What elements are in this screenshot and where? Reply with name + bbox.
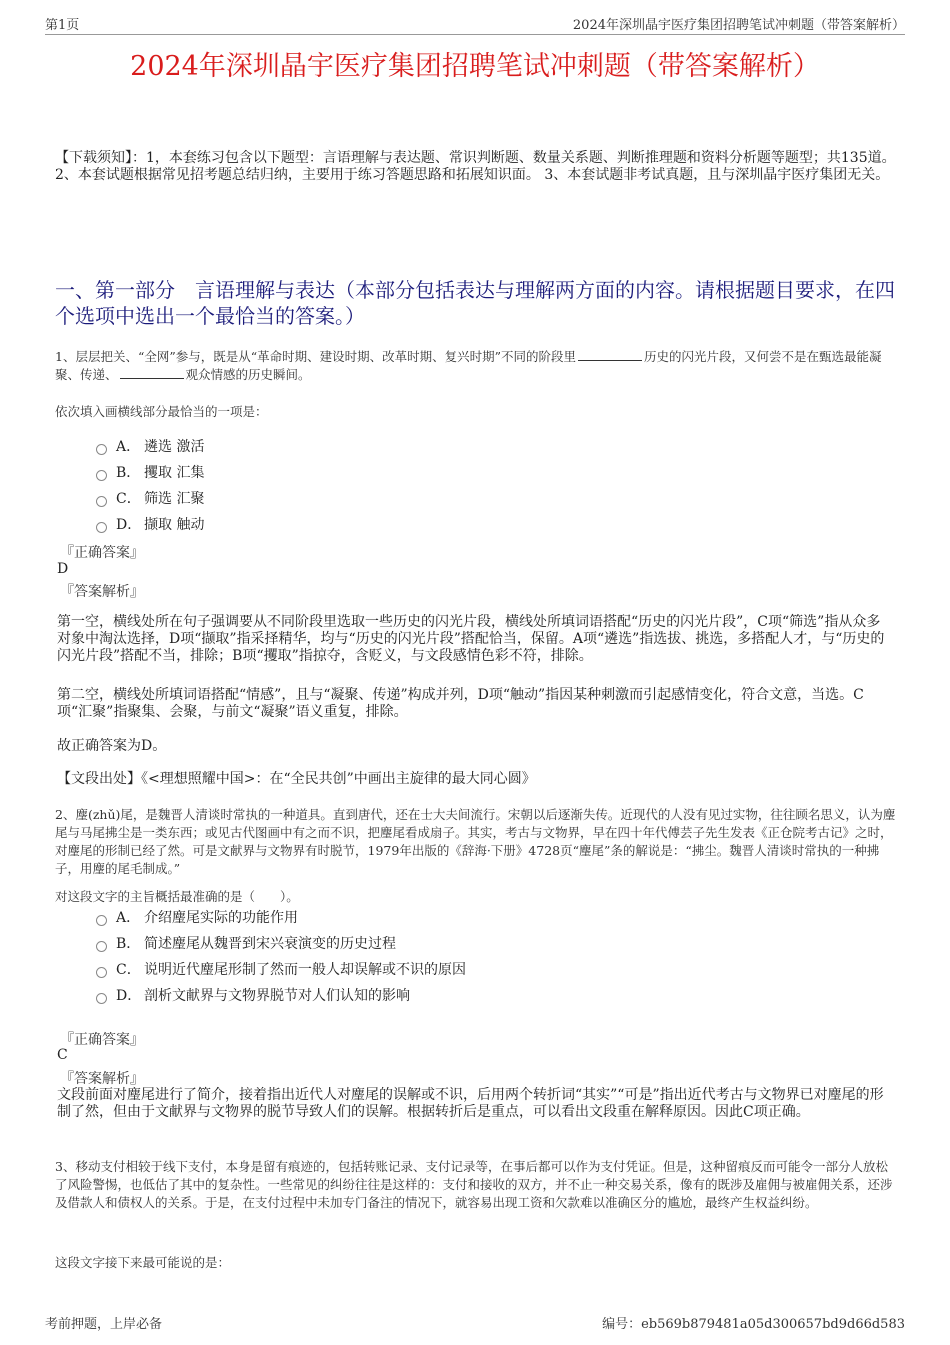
footer-serial: 编号：eb569b879481a05d300657bd9d66d583 xyxy=(602,1317,905,1332)
question-1-text xyxy=(55,348,900,384)
radio-icon[interactable] xyxy=(96,444,107,455)
option-letter: B． xyxy=(116,465,141,481)
q1-analysis-label: 『答案解析』 xyxy=(60,584,144,600)
q2-answer: C xyxy=(57,1047,68,1063)
blank-1 xyxy=(578,348,642,361)
q1-correct-label: 『正确答案』 xyxy=(60,545,144,561)
download-notice: 【下载须知】：1，本套练习包含以下题型：言语理解与表达题、常识判断题、数量关系题、判断推理题和资料分析题等题型；共135道。 2、本套试题根据常见招考题总结归纳，主要用于练习答题思路和拓展知识面。 3、本套试题非考试真题，且与深圳晶宇医疗集团无关。 xyxy=(55,150,896,183)
radio-icon[interactable] xyxy=(96,470,107,481)
question-1-options xyxy=(96,433,204,537)
question-3-prompt: 这段文字接下来最可能说的是： xyxy=(55,1255,231,1270)
q2-analysis: 文段前面对麈尾进行了简介，接着指出近代人对麈尾的误解或不识，后用两个转折词“其实”“可是”指出近代考古与文物界已对麈尾的形制了然，但由于文献界与文物界的脱节导致人们的误解。根据转折后是重点，可以看出文段重在解释原因。因此C项正确。 xyxy=(57,1087,884,1120)
q2-correct-label: 『正确答案』 xyxy=(60,1032,144,1048)
option-letter: D． xyxy=(116,988,142,1004)
q2-option-c[interactable] xyxy=(96,956,466,982)
radio-icon[interactable] xyxy=(96,941,107,952)
question-2-prompt: 对这段文字的主旨概括最准确的是（ ）。 xyxy=(55,889,299,904)
option-letter: B． xyxy=(116,936,141,952)
option-letter: A． xyxy=(116,439,141,455)
radio-icon[interactable] xyxy=(96,967,107,978)
option-text: 筛选 汇聚 xyxy=(144,491,205,507)
q1-option-b[interactable] xyxy=(96,459,204,485)
option-text: 介绍麈尾实际的功能作用 xyxy=(144,910,298,926)
footer-slogan: 考前押题，上岸必备 xyxy=(45,1317,163,1332)
option-text: 简述麈尾从魏晋到宋兴衰演变的历史过程 xyxy=(144,936,396,952)
q1-text-part-a: 1、层层把关、“全网”参与，既是从“革命时期、建设时期、改革时期、复兴时期”不同的阶段里 xyxy=(55,349,577,364)
q1-option-d[interactable] xyxy=(96,511,204,537)
option-text: 遴选 激活 xyxy=(144,439,205,455)
radio-icon[interactable] xyxy=(96,915,107,926)
question-2-options xyxy=(96,904,466,1008)
option-text: 攫取 汇集 xyxy=(144,465,205,481)
q2-option-a[interactable] xyxy=(96,904,466,930)
page-number: 第1页 xyxy=(45,18,80,33)
q1-answer: D xyxy=(57,561,69,577)
radio-icon[interactable] xyxy=(96,993,107,1004)
question-1-prompt: 依次填入画横线部分最恰当的一项是： xyxy=(55,404,268,419)
option-letter: C． xyxy=(116,491,141,507)
q1-option-c[interactable] xyxy=(96,485,204,511)
option-text: 撷取 触动 xyxy=(144,517,205,533)
blank-2 xyxy=(120,366,184,379)
q2-option-b[interactable] xyxy=(96,930,466,956)
option-letter: C． xyxy=(116,962,141,978)
section-heading: 一、第一部分 言语理解与表达（本部分包括表达与理解两方面的内容。请根据题目要求，在四个选项中选出一个最恰当的答案。） xyxy=(55,278,895,328)
page-header xyxy=(45,14,905,35)
header-doc-title: 2024年深圳晶宇医疗集团招聘笔试冲刺题（带答案解析） xyxy=(572,18,905,33)
option-letter: A． xyxy=(116,910,141,926)
q1-text-part-c: 观众情感的历史瞬间。 xyxy=(185,367,311,382)
q1-text-part-b: 历史的闪光片段，又何尝不是在甄选最能凝聚、传递、 xyxy=(55,349,882,382)
radio-icon[interactable] xyxy=(96,496,107,507)
question-2-text: 2、麈(zhǔ)尾，是魏晋人清谈时常执的一种道具。直到唐代，还在士大夫间流行。宋朝以后逐渐失传。近现代的人没有见过实物，往往顾名思义，认为麈尾与马尾拂尘是一类东西；或见古代图画中有之而不识，把麈尾看成扇子。其实，考古与文物界，早在四十年代傅芸子先生发表《正仓院考古记》之时，对麈尾的形制已经了然。可是文献界与文物界有时脱节，1979年出版的《辞海·下册》4728页“麈尾”条的解说是：“拂尘。魏晋人清谈时常执的一种拂子，用麈的尾毛制成。” xyxy=(55,807,896,876)
q1-source: 【文段出处】《<理想照耀中国>：在“全民共创”中画出主旋律的最大同心圆》 xyxy=(57,771,536,787)
option-text: 剖析文献界与文物界脱节对人们认知的影响 xyxy=(144,988,410,1004)
question-3-text: 3、移动支付相较于线下支付，本身是留有痕迹的，包括转账记录、支付记录等，在事后都可以作为支付凭证。但是，这种留痕反而可能令一部分人放松了风险警惕，也低估了其中的复杂性。一些常见的纠纷往往是这样的：支付和接收的双方，并不止一种交易关系，像有的既涉及雇佣与被雇佣关系，还涉及借款人和债权人的关系。于是，在支付过程中未加专门备注的情况下，就容易出现工资和欠款难以准确区分的尴尬，最终产生权益纠纷。 xyxy=(55,1159,893,1210)
q2-option-d[interactable] xyxy=(96,982,466,1008)
q1-option-a[interactable] xyxy=(96,433,204,459)
page-title: 2024年深圳晶宇医疗集团招聘笔试冲刺题（带答案解析） xyxy=(130,51,820,82)
radio-icon[interactable] xyxy=(96,522,107,533)
option-text: 说明近代麈尾形制了然而一般人却误解或不识的原因 xyxy=(144,962,466,978)
q1-analysis-para-1: 第一空，横线处所在句子强调要从不同阶段里选取一些历史的闪光片段，横线处所填词语搭配“历史的闪光片段”，C项“筛选”指从众多对象中淘汰选择，D项“撷取”指采择精华，均与“历史的闪光片段”搭配恰当，保留。A项“遴选”指选拔、挑选，多搭配人才，与“历史的闪光片段”搭配不当，排除；B项“攫取”指掠夺，含贬义，与文段感情色彩不符，排除。 xyxy=(57,614,885,664)
q1-analysis-para-3: 故正确答案为D。 xyxy=(57,738,167,754)
q1-analysis-para-2: 第二空，横线处所填词语搭配“情感”，且与“凝聚、传递”构成并列，D项“触动”指因某种刺激而引起感情变化，符合文意，当选。C项“汇聚”指聚集、会聚，与前文“凝聚”语义重复，排除。 xyxy=(57,687,864,720)
option-letter: D． xyxy=(116,517,142,533)
q2-analysis-label: 『答案解析』 xyxy=(60,1071,144,1087)
